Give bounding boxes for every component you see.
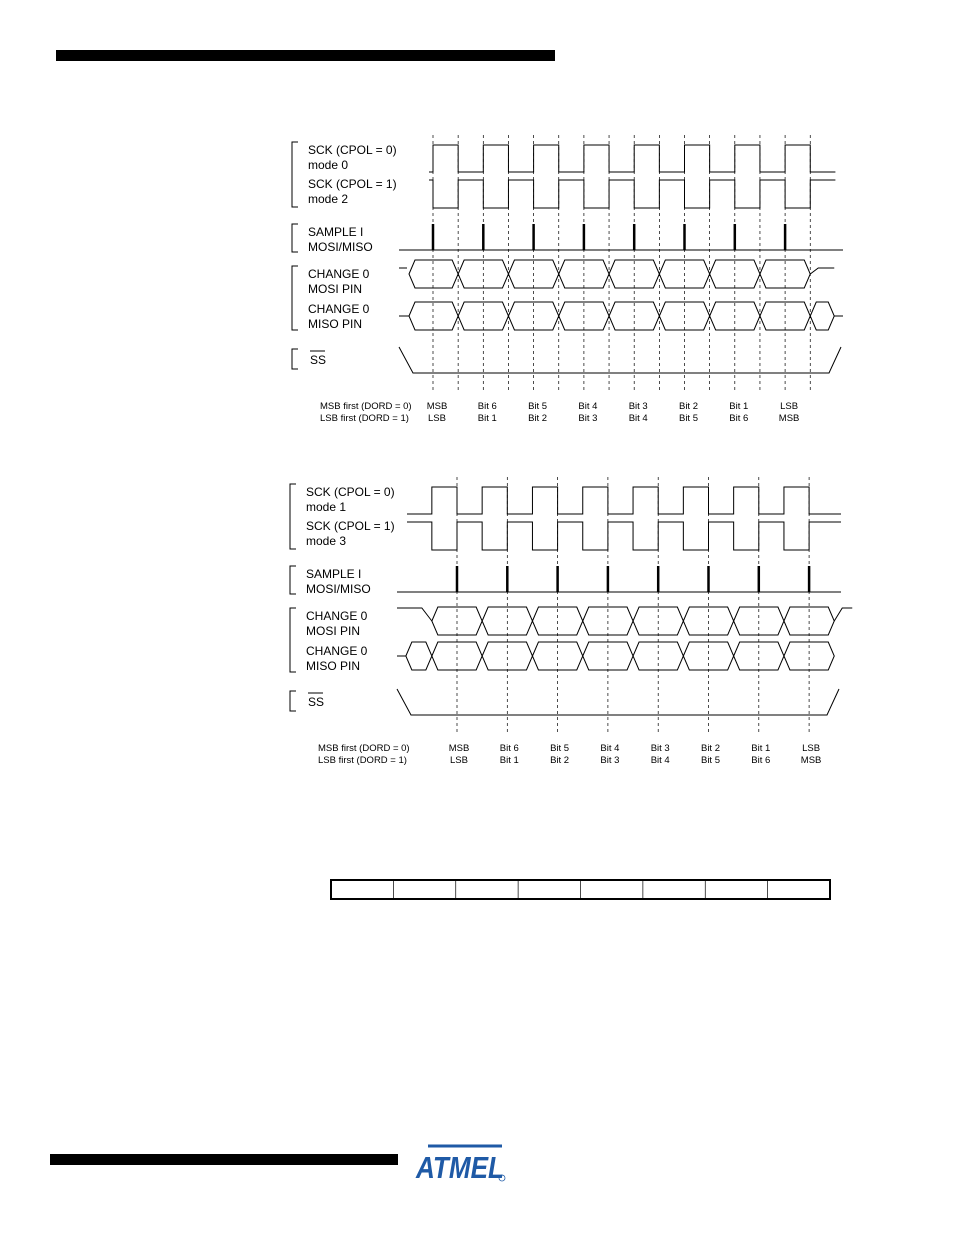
bit-label-lsb-first: LSB <box>450 755 468 766</box>
sample-sub: MOSI/MISO <box>306 582 371 596</box>
ss-waveform <box>397 689 839 715</box>
bit-label-msb-first: Bit 5 <box>528 401 548 412</box>
sck-mode-a-label: SCK (CPOL = 0) <box>306 485 395 499</box>
bit-label-lsb-first: Bit 3 <box>578 413 598 424</box>
change-mosi-label: CHANGE 0 <box>308 267 370 281</box>
atmel-logo-text: ATMEL <box>415 1150 504 1185</box>
bit-label-msb-first: MSB <box>448 743 470 754</box>
bit-label-lsb-first: Bit 1 <box>499 755 519 766</box>
change-mosi-sub: MOSI PIN <box>308 282 363 296</box>
atmel-logo <box>415 1146 505 1185</box>
sck-waveform-mode-b <box>407 522 841 550</box>
miso-data-eye <box>409 302 834 330</box>
bit-label-lsb-first: Bit 5 <box>700 755 721 766</box>
bit-label-msb-first: Bit 6 <box>499 743 519 754</box>
bit-label-lsb-first: Bit 4 <box>650 755 670 766</box>
sck-waveform-mode-a <box>429 145 835 172</box>
bit-label-msb-first: LSB <box>780 401 799 412</box>
bit-label-msb-first: Bit 6 <box>477 401 497 412</box>
bit-label-lsb-first: Bit 5 <box>678 413 699 424</box>
change-miso-label: CHANGE 0 <box>306 644 368 658</box>
bit-label-lsb-first: Bit 1 <box>477 413 497 424</box>
ss-label: SS <box>308 695 325 709</box>
dord1-label: LSB first (DORD = 1) <box>320 413 409 424</box>
bit-label-msb-first: MSB <box>426 401 448 412</box>
sck-mode-a-sub: mode 0 <box>308 158 349 172</box>
bit-label-lsb-first: Bit 6 <box>729 413 749 424</box>
bit-label-msb-first: Bit 3 <box>650 743 670 754</box>
sck-mode-b-label: SCK (CPOL = 1) <box>306 519 395 533</box>
dord0-label: MSB first (DORD = 0) <box>320 401 412 412</box>
change-mosi-label: CHANGE 0 <box>306 609 368 623</box>
bit-label-lsb-first: Bit 6 <box>751 755 771 766</box>
sample-bracket <box>292 224 298 252</box>
mosi-idle-tail <box>834 608 852 621</box>
change-miso-sub: MISO PIN <box>306 659 361 673</box>
sample-label: SAMPLE I <box>308 225 364 239</box>
bit-label-msb-first: Bit 1 <box>751 743 771 754</box>
bit-label-lsb-first: LSB <box>428 413 446 424</box>
dord0-label: MSB first (DORD = 0) <box>318 743 410 754</box>
bit-label-msb-first: Bit 2 <box>700 743 721 754</box>
footer-bar <box>50 1154 398 1165</box>
header-bar <box>56 50 555 61</box>
sck-mode-b-sub: mode 2 <box>308 192 349 206</box>
dord1-label: LSB first (DORD = 1) <box>318 755 407 766</box>
ss-label: SS <box>310 353 327 367</box>
ss-bracket <box>290 691 296 711</box>
bit-label-lsb-first: MSB <box>778 413 800 424</box>
change-miso-sub: MISO PIN <box>308 317 363 331</box>
mosi-idle-lead <box>397 608 432 621</box>
change-mosi-sub: MOSI PIN <box>306 624 361 638</box>
bit-label-msb-first: Bit 4 <box>600 743 620 754</box>
bit-label-msb-first: Bit 1 <box>729 401 749 412</box>
bit-label-msb-first: Bit 2 <box>678 401 699 412</box>
register-table <box>331 880 830 899</box>
sck-waveform-mode-a <box>407 487 841 514</box>
ss-bracket <box>292 349 298 369</box>
change-bracket <box>292 266 298 330</box>
bit-label-lsb-first: Bit 3 <box>600 755 620 766</box>
mosi-idle-tail <box>810 268 834 274</box>
bit-label-lsb-first: MSB <box>800 755 822 766</box>
sck-mode-b-sub: mode 3 <box>306 534 347 548</box>
ss-waveform <box>399 347 841 373</box>
miso-data-eye <box>406 642 834 670</box>
mosi-data-eye <box>409 260 810 288</box>
mosi-data-eye <box>432 607 834 635</box>
bit-label-lsb-first: Bit 2 <box>550 755 570 766</box>
timing-diagram-2 <box>290 477 852 766</box>
sck-bracket <box>292 142 298 207</box>
bit-label-lsb-first: Bit 2 <box>528 413 548 424</box>
bit-label-msb-first: Bit 3 <box>628 401 648 412</box>
sample-sub: MOSI/MISO <box>308 240 373 254</box>
change-miso-label: CHANGE 0 <box>308 302 370 316</box>
sck-mode-a-sub: mode 1 <box>306 500 347 514</box>
sck-waveform-mode-b <box>429 180 835 208</box>
bit-label-msb-first: Bit 5 <box>550 743 570 754</box>
bit-label-msb-first: LSB <box>802 743 821 754</box>
sample-label: SAMPLE I <box>306 567 362 581</box>
timing-diagram-1 <box>292 135 843 424</box>
sck-bracket <box>290 484 296 549</box>
sample-bracket <box>290 566 296 594</box>
bit-label-lsb-first: Bit 4 <box>628 413 648 424</box>
bit-label-msb-first: Bit 4 <box>578 401 598 412</box>
sck-mode-a-label: SCK (CPOL = 0) <box>308 143 397 157</box>
sck-mode-b-label: SCK (CPOL = 1) <box>308 177 397 191</box>
change-bracket <box>290 608 296 672</box>
